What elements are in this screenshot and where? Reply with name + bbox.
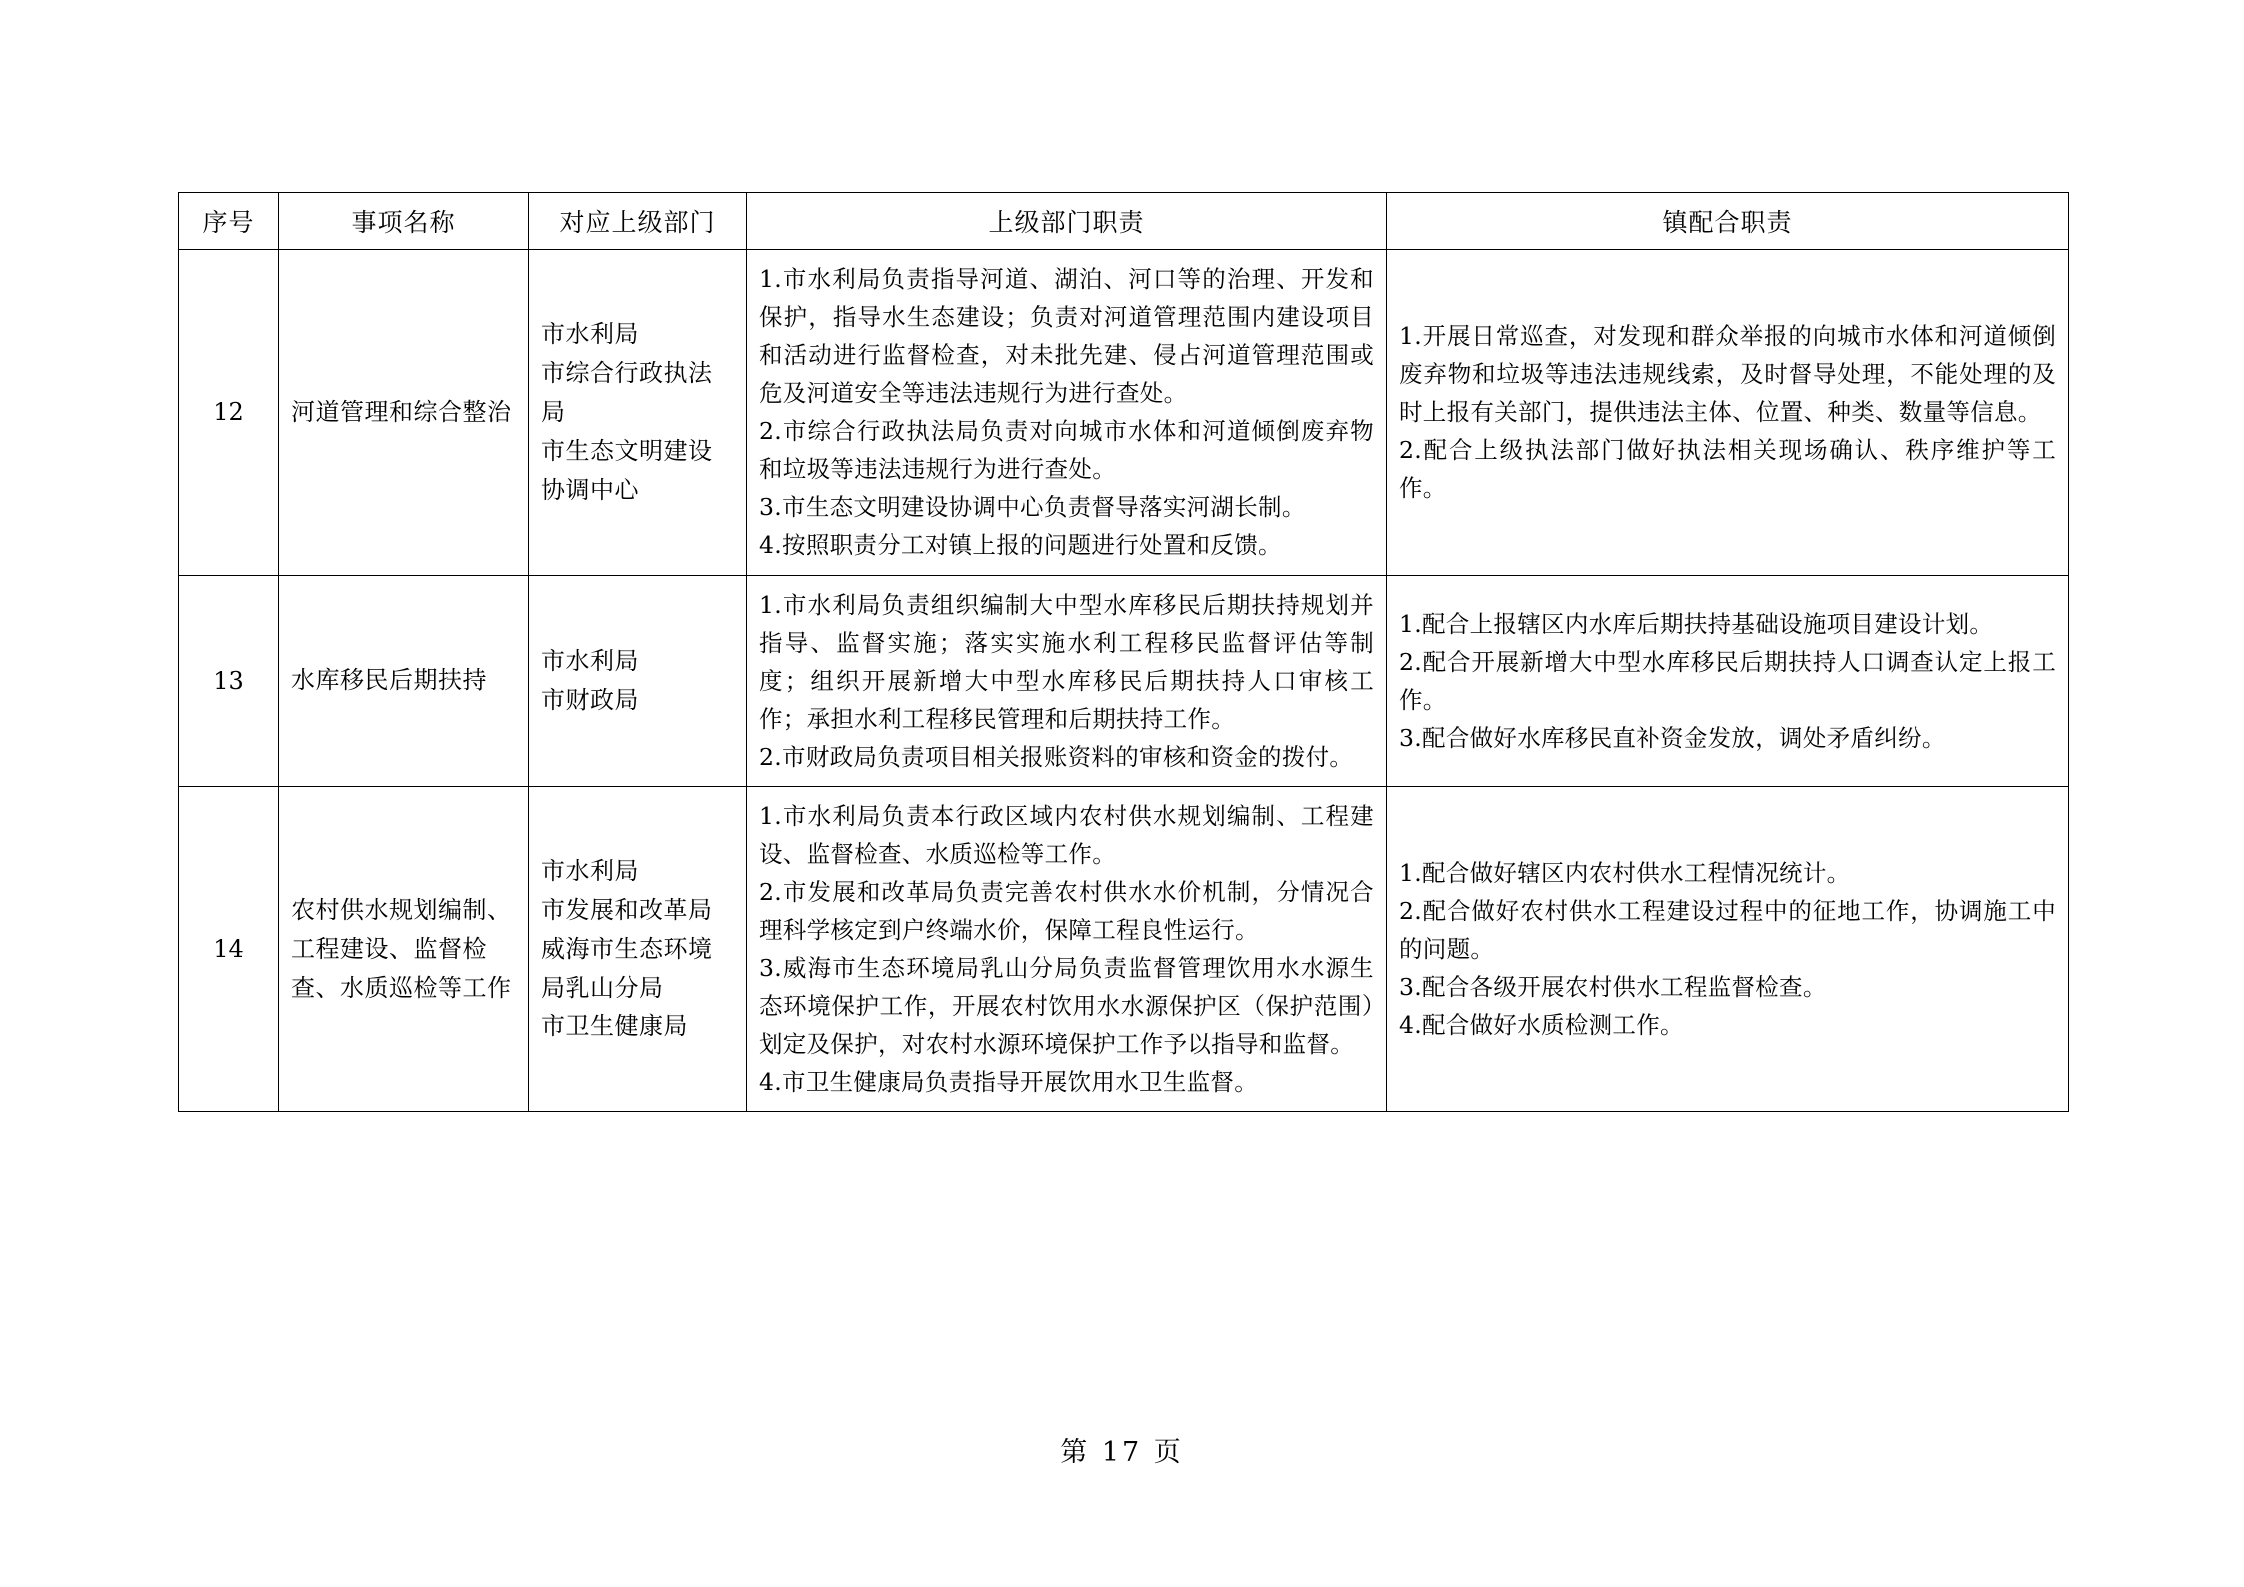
dept-line: 市综合行政执法局 [541,358,713,426]
duty-line: 1.市水利局负责指导河道、湖泊、河口等的治理、开发和保护，指导水生态建设；负责对河道管理范围内建设项目和活动进行监督检查，对未批先建、侵占河道管理范围或危及河道安全等违法违规行为进行查处。 [759,265,1374,408]
row-upper-duty [747,250,1387,576]
dept-line: 市水利局 [541,320,639,349]
table-row [179,250,2069,576]
dept-line: 市生态文明建设协调中心 [541,436,713,504]
responsibility-table [178,192,2069,1112]
row-number: 14 [179,786,279,1112]
dept-line: 市卫生健康局 [541,1012,688,1041]
town-duty-line: 2.配合开展新增大中型水库移民后期扶持人口调查认定上报工作。 [1399,647,2056,714]
row-town-duty [1387,250,2069,576]
column-header-town-duty: 镇配合职责 [1387,193,2069,250]
row-item-name: 农村供水规划编制、工程建设、监督检查、水质巡检等工作 [279,786,529,1112]
duty-line: 2.市发展和改革局负责完善农村供水水价机制，分情况合理科学核定到户终端水价，保障工程良性运行。 [759,877,1374,944]
town-duty-line: 2.配合做好农村供水工程建设过程中的征地工作，协调施工中的问题。 [1399,896,2056,964]
row-upper-dept [529,250,747,576]
town-duty-line: 2.配合上级执法部门做好执法相关现场确认、秩序维护等工作。 [1399,436,2056,503]
duty-line: 2.市综合行政执法局负责对向城市水体和河道倾倒废弃物和垃圾等违法违规行为进行查处。 [759,417,1374,484]
page-footer: 第 17 页 [1060,1437,1184,1468]
column-header-item-name: 事项名称 [279,193,529,250]
responsibility-table-container [178,192,2068,1112]
town-duty-line: 1.开展日常巡查，对发现和群众举报的向城市水体和河道倾倒废弃物和垃圾等违法违规线索，及时督导处理，不能处理的及时上报有关部门，提供违法主体、位置、种类、数量等信息。 [1399,322,2056,427]
row-number: 12 [179,250,279,576]
column-header-upper-duty: 上级部门职责 [747,193,1387,250]
table-header [179,193,2069,250]
duty-line: 3.市生态文明建设协调中心负责督导落实河湖长制。 [759,493,1306,522]
row-item-name: 河道管理和综合整治 [279,250,529,576]
table-row [179,575,2069,786]
row-upper-duty [747,786,1387,1112]
duty-line: 1.市水利局负责本行政区域内农村供水规划编制、工程建设、监督检查、水质巡检等工作。 [759,801,1374,868]
table-row [179,786,2069,1112]
duty-line: 1.市水利局负责组织编制大中型水库移民后期扶持规划并指导、监督实施；落实实施水利工程移民监督评估等制度；组织开展新增大中型水库移民后期扶持人口审核工作；承担水利工程移民管理和后期扶持工作。 [759,590,1374,733]
table-body [179,250,2069,1112]
duty-line: 2.市财政局负责项目相关报账资料的审核和资金的拨付。 [759,742,1354,771]
row-item-name: 水库移民后期扶持 [279,575,529,786]
town-duty-line: 3.配合做好水库移民直补资金发放，调处矛盾纠纷。 [1399,723,1946,752]
dept-line: 市发展和改革局 [541,895,713,924]
dept-line: 市水利局 [541,856,639,885]
row-upper-duty [747,575,1387,786]
column-header-no: 序号 [179,193,279,250]
dept-line: 市财政局 [541,685,639,714]
dept-line: 威海市生态环境局乳山分局 [541,934,713,1002]
row-number: 13 [179,575,279,786]
dept-line: 市水利局 [541,646,639,675]
row-upper-dept [529,786,747,1112]
row-town-duty [1387,575,2069,786]
row-town-duty [1387,786,2069,1112]
row-upper-dept [529,575,747,786]
town-duty-line: 4.配合做好水质检测工作。 [1399,1011,1684,1040]
town-duty-line: 1.配合做好辖区内农村供水工程情况统计。 [1399,858,1851,887]
column-header-upper-dept: 对应上级部门 [529,193,747,250]
town-duty-line: 3.配合各级开展农村供水工程监督检查。 [1399,973,1827,1002]
table-header-row [179,193,2069,250]
duty-line: 4.市卫生健康局负责指导开展饮用水卫生监督。 [759,1068,1259,1097]
duty-line: 3.威海市生态环境局乳山分局负责监督管理饮用水水源生态环境保护工作，开展农村饮用水水源保护区（保护范围）划定及保护，对农村水源环境保护工作予以指导和监督。 [759,954,1374,1059]
town-duty-line: 1.配合上报辖区内水库后期扶持基础设施项目建设计划。 [1399,609,1994,638]
duty-line: 4.按照职责分工对镇上报的问题进行处置和反馈。 [759,531,1282,560]
